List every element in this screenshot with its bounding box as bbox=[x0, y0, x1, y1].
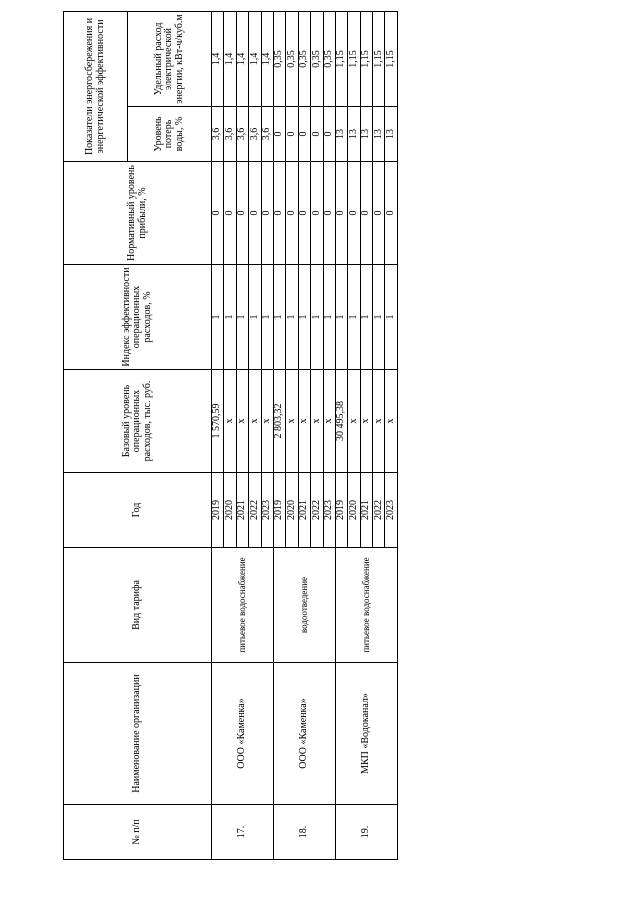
header-index: Индекс эффективности операционных расходов, % bbox=[64, 265, 212, 370]
tariff-table bbox=[63, 11, 398, 860]
year-cell: 2022 bbox=[249, 473, 261, 548]
profit-level-cell: 0 bbox=[224, 162, 236, 265]
efficiency-index-cell: 1 bbox=[236, 265, 248, 370]
table-body bbox=[212, 11, 398, 859]
specific-energy-cell: 1,15 bbox=[335, 11, 347, 106]
header-energy-group: Показатели энергосбережения и энергетической эффективности bbox=[64, 11, 128, 161]
water-loss-cell: 0 bbox=[311, 107, 323, 162]
year-cell: 2020 bbox=[348, 473, 360, 548]
header-tariff: Вид тарифа bbox=[64, 548, 212, 663]
water-loss-cell: 3,6 bbox=[249, 107, 261, 162]
efficiency-index-cell: 1 bbox=[298, 265, 310, 370]
water-loss-cell: 13 bbox=[335, 107, 347, 162]
specific-energy-cell: 1,4 bbox=[249, 11, 261, 106]
year-cell: 2019 bbox=[273, 473, 285, 548]
header-base: Базовый уровень операционных расходов, тыс. руб. bbox=[64, 370, 212, 473]
profit-level-cell: 0 bbox=[286, 162, 298, 265]
base-opex-cell: х bbox=[249, 370, 261, 473]
specific-energy-cell: 0,35 bbox=[311, 11, 323, 106]
base-opex-cell: х bbox=[261, 370, 273, 473]
base-opex-cell: х bbox=[298, 370, 310, 473]
water-loss-cell: 3,6 bbox=[261, 107, 273, 162]
specific-energy-cell: 1,4 bbox=[261, 11, 273, 106]
year-cell: 2023 bbox=[261, 473, 273, 548]
base-opex-cell: 2 803,32 bbox=[273, 370, 285, 473]
specific-energy-cell: 1,4 bbox=[212, 11, 224, 106]
rotated-page bbox=[63, 12, 398, 860]
profit-level-cell: 0 bbox=[311, 162, 323, 265]
tariff-type: питьевое водоснабжение bbox=[335, 548, 397, 663]
efficiency-index-cell: 1 bbox=[373, 265, 385, 370]
water-loss-cell: 3,6 bbox=[224, 107, 236, 162]
water-loss-cell: 3,6 bbox=[236, 107, 248, 162]
profit-level-cell: 0 bbox=[298, 162, 310, 265]
header-org: Наименование организации bbox=[64, 663, 212, 805]
profit-level-cell: 0 bbox=[273, 162, 285, 265]
efficiency-index-cell: 1 bbox=[286, 265, 298, 370]
profit-level-cell: 0 bbox=[323, 162, 335, 265]
water-loss-cell: 0 bbox=[273, 107, 285, 162]
year-cell: 2022 bbox=[373, 473, 385, 548]
base-opex-cell: х bbox=[323, 370, 335, 473]
base-opex-cell: х bbox=[286, 370, 298, 473]
efficiency-index-cell: 1 bbox=[323, 265, 335, 370]
year-cell: 2021 bbox=[360, 473, 372, 548]
profit-level-cell: 0 bbox=[360, 162, 372, 265]
efficiency-index-cell: 1 bbox=[212, 265, 224, 370]
efficiency-index-cell: 1 bbox=[224, 265, 236, 370]
base-opex-cell: х bbox=[311, 370, 323, 473]
group-number: 19. bbox=[335, 805, 397, 860]
base-opex-cell: 30 495,38 bbox=[335, 370, 347, 473]
year-cell: 2019 bbox=[212, 473, 224, 548]
organization-name: ООО «Каменка» bbox=[273, 663, 335, 805]
specific-energy-cell: 1,15 bbox=[360, 11, 372, 106]
efficiency-index-cell: 1 bbox=[261, 265, 273, 370]
profit-level-cell: 0 bbox=[212, 162, 224, 265]
group-number: 17. bbox=[212, 805, 274, 860]
organization-name: МКП «Водоканал» bbox=[335, 663, 397, 805]
water-loss-cell: 3,6 bbox=[212, 107, 224, 162]
year-cell: 2021 bbox=[298, 473, 310, 548]
specific-energy-cell: 1,15 bbox=[385, 11, 398, 106]
base-opex-cell: х bbox=[348, 370, 360, 473]
specific-energy-cell: 1,4 bbox=[224, 11, 236, 106]
profit-level-cell: 0 bbox=[385, 162, 398, 265]
water-loss-cell: 0 bbox=[298, 107, 310, 162]
table-row bbox=[335, 11, 347, 859]
header-num: № п/п bbox=[64, 805, 212, 860]
table-row bbox=[273, 11, 285, 859]
group-number: 18. bbox=[273, 805, 335, 860]
efficiency-index-cell: 1 bbox=[273, 265, 285, 370]
specific-energy-cell: 1,15 bbox=[348, 11, 360, 106]
specific-energy-cell: 1,4 bbox=[236, 11, 248, 106]
year-cell: 2019 bbox=[335, 473, 347, 548]
base-opex-cell: х bbox=[236, 370, 248, 473]
organization-name: ООО «Каменка» bbox=[212, 663, 274, 805]
header-profit: Нормативный уровень прибыли, % bbox=[64, 162, 212, 265]
base-opex-cell: х bbox=[373, 370, 385, 473]
header-specific: Удельный расход электрической энергии, кВт-ч/куб.м bbox=[128, 11, 212, 106]
efficiency-index-cell: 1 bbox=[311, 265, 323, 370]
year-cell: 2023 bbox=[385, 473, 398, 548]
tariff-type: водоотведение bbox=[273, 548, 335, 663]
water-loss-cell: 13 bbox=[385, 107, 398, 162]
efficiency-index-cell: 1 bbox=[249, 265, 261, 370]
year-cell: 2022 bbox=[311, 473, 323, 548]
efficiency-index-cell: 1 bbox=[335, 265, 347, 370]
water-loss-cell: 0 bbox=[286, 107, 298, 162]
water-loss-cell: 13 bbox=[360, 107, 372, 162]
specific-energy-cell: 0,35 bbox=[298, 11, 310, 106]
base-opex-cell: х bbox=[224, 370, 236, 473]
specific-energy-cell: 0,35 bbox=[323, 11, 335, 106]
efficiency-index-cell: 1 bbox=[385, 265, 398, 370]
efficiency-index-cell: 1 bbox=[360, 265, 372, 370]
profit-level-cell: 0 bbox=[373, 162, 385, 265]
year-cell: 2023 bbox=[323, 473, 335, 548]
base-opex-cell: х bbox=[360, 370, 372, 473]
header-row-1 bbox=[64, 11, 128, 859]
header-year: Год bbox=[64, 473, 212, 548]
year-cell: 2020 bbox=[224, 473, 236, 548]
tariff-type: питьевое водоснабжение bbox=[212, 548, 274, 663]
profit-level-cell: 0 bbox=[261, 162, 273, 265]
table-row bbox=[212, 11, 224, 859]
water-loss-cell: 0 bbox=[323, 107, 335, 162]
year-cell: 2021 bbox=[236, 473, 248, 548]
specific-energy-cell: 1,15 bbox=[373, 11, 385, 106]
specific-energy-cell: 0,35 bbox=[273, 11, 285, 106]
profit-level-cell: 0 bbox=[335, 162, 347, 265]
water-loss-cell: 13 bbox=[373, 107, 385, 162]
base-opex-cell: 1 570,59 bbox=[212, 370, 224, 473]
efficiency-index-cell: 1 bbox=[348, 265, 360, 370]
profit-level-cell: 0 bbox=[348, 162, 360, 265]
base-opex-cell: х bbox=[385, 370, 398, 473]
profit-level-cell: 0 bbox=[249, 162, 261, 265]
profit-level-cell: 0 bbox=[236, 162, 248, 265]
header-loss: Уровень потерь воды, % bbox=[128, 107, 212, 162]
year-cell: 2020 bbox=[286, 473, 298, 548]
water-loss-cell: 13 bbox=[348, 107, 360, 162]
specific-energy-cell: 0,35 bbox=[286, 11, 298, 106]
